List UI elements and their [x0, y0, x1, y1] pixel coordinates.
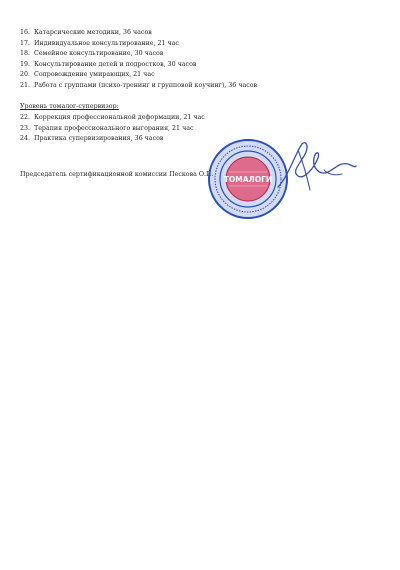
item-text: Индивидуальное консультирование, 21 час	[34, 39, 179, 47]
item-text: Катарсические методики, 36 часов	[34, 29, 152, 36]
item-number: 22.	[20, 114, 31, 121]
item-number: 20.	[20, 71, 31, 79]
item-text: Сопровождение умирающих, 21 час	[34, 71, 155, 79]
course-list-part-2	[20, 113, 205, 145]
item-number: 24.	[20, 135, 31, 143]
item-text: Терапия профессионального выгорания, 21 час	[34, 124, 194, 132]
commission-chair-line: Председатель сертификационной комиссии Пескова О.П.	[20, 171, 214, 178]
supervisor-level-heading: Уровень томалог-супервизор:	[20, 103, 119, 110]
item-number: 18.	[20, 50, 31, 58]
item-number: 19.	[20, 60, 31, 68]
list-item	[20, 49, 257, 60]
list-item	[20, 134, 205, 145]
item-number: 16.	[20, 29, 31, 36]
chair-signature	[268, 132, 360, 202]
item-text: Практика супервизирования, 36 часов	[34, 135, 164, 143]
stamp-center-text: ТОМАЛОГИ	[223, 175, 273, 184]
list-item	[20, 70, 257, 81]
item-text: Коррекция профессиональной деформации, 21 час	[34, 114, 205, 121]
list-item	[20, 81, 257, 92]
list-item	[20, 113, 205, 124]
item-text: Консультирование детей и подростков, 30 часов	[34, 60, 197, 68]
list-item	[20, 60, 257, 71]
item-number: 17.	[20, 39, 31, 47]
item-number: 21.	[20, 81, 31, 89]
item-text: Работа с группами (психо-тренинг и групповой коучинг), 36 часов	[34, 81, 258, 89]
list-item	[20, 28, 257, 39]
course-list-part-1	[20, 28, 257, 92]
item-text: Семейное консультирование, 30 часов	[34, 50, 164, 58]
list-item	[20, 39, 257, 50]
list-item	[20, 124, 205, 135]
item-number: 23.	[20, 124, 31, 132]
